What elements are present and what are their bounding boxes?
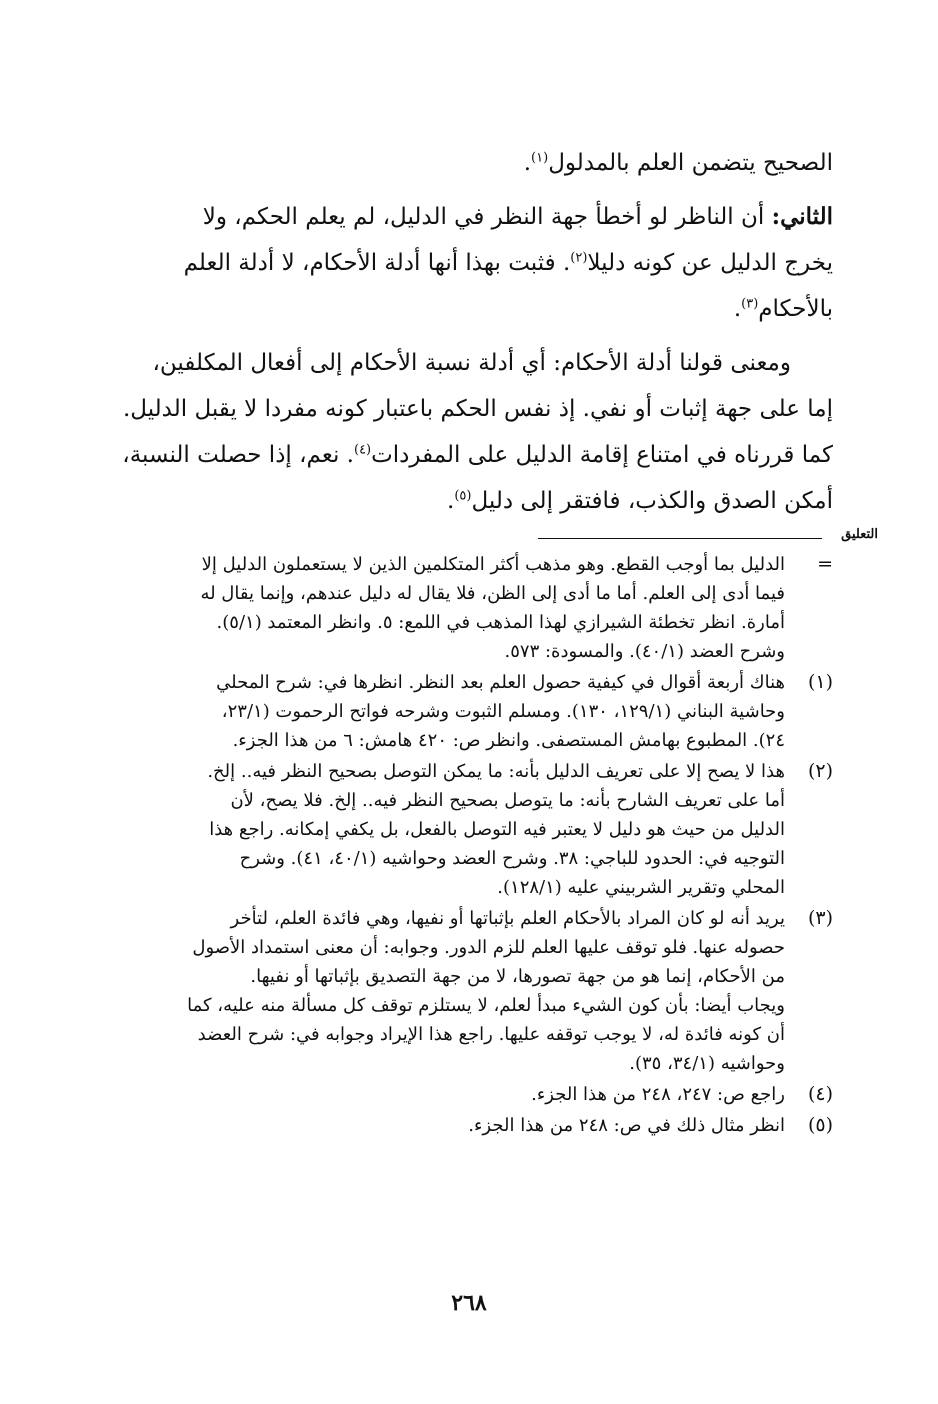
footnote-line: المحلي وتقرير الشربيني عليه (١٢٨/١).	[497, 877, 785, 898]
footnote-line: وشرح العضد (٤٠/١). والمسودة: ٥٧٣.	[504, 641, 785, 662]
footnote-line: وحاشية البناني (١٢٩/١، ١٣٠). ومسلم الثبوت وشرحه فواتح الرحموت (٢٣/١،	[221, 701, 785, 722]
footnote-line: أن كونه فائدة له، لا يوجب توقفه عليها. راجع هذا الإيراد وجوابه في: شرح العضد	[197, 1024, 785, 1045]
footnotes	[115, 550, 833, 1142]
footnote-ref: (٣)	[741, 296, 759, 312]
footnote	[115, 904, 833, 1078]
text-line: الصحيح يتضمن العلم بالمدلول$^{(١)}$.	[523, 150, 833, 176]
footnote-number: (٣)	[807, 907, 833, 929]
footnote-line: ويجاب أيضا: بأن كون الشيء مبدأ لعلم، لا يستلزم توقف كل مسألة منه عليه، كما	[187, 995, 785, 1016]
footnote-number: (١)	[807, 671, 833, 693]
footnote-line: وحواشيه (٣٤/١، ٣٥).	[629, 1053, 785, 1074]
text-line: يخرج الدليل عن كونه دليلا$^{(٢)}$. فثبت بهذا أنها أدلة الأحكام، لا أدلة العلم	[183, 250, 833, 276]
footnote-separator	[538, 538, 822, 539]
footnote-text	[115, 904, 785, 1078]
footnote	[115, 550, 833, 666]
footnote-line: أمارة. انظر تخطئة الشيرازي لهذا المذهب في اللمع: ٥. وانظر المعتمد (٥/١).	[216, 612, 785, 633]
footnote-line: حصوله عنها. فلو توقف عليها العلم للزم الدور. وجوابه: أن معنى استمداد الأصول	[192, 937, 785, 958]
footnote	[115, 668, 833, 755]
footnote-line: الدليل من حيث هو دليل لا يعتبر فيه التوصل بالفعل، بل يكفي إمكانه. راجع هذا	[209, 819, 785, 840]
footnote-line: أما على تعريف الشارح بأنه: ما يتوصل بصحيح النظر فيه.. إلخ. فلا يصح، لأن	[230, 790, 785, 811]
footnote-number: (٥)	[807, 1114, 833, 1136]
paragraph-lead: الثاني:	[771, 203, 833, 230]
footnote-ref: (٥)	[454, 488, 472, 504]
footnote-line: الدليل بما أوجب القطع. وهو مذهب أكثر المتكلمين الذين لا يستعملون الدليل إلا	[201, 554, 785, 575]
footnote-text	[115, 757, 785, 902]
commentary-label: التعليق	[841, 527, 878, 542]
footnote-line: التوجيه في: الحدود للباجي: ٣٨. وشرح العضد وحواشيه (٤٠/١، ٤١). وشرح	[239, 848, 785, 869]
footnote-ref: (١)	[531, 150, 549, 166]
text-line: أمكن الصدق والكذب، فافتقر إلى دليل$^{(٥)}$.	[447, 488, 833, 514]
footnote-line: راجع ص: ٢٤٧، ٢٤٨ من هذا الجزء.	[531, 1084, 785, 1105]
page-number: ٢٦٨	[451, 1290, 487, 1316]
text-line: كما قررناه في امتناع إقامة الدليل على المفردات$^{(٤)}$. نعم، إذا حصلت النسبة،	[122, 442, 833, 468]
paragraph	[118, 194, 833, 332]
text-line: الثاني: أن الناظر لو أخطأ جهة النظر في الدليل، لم يعلم الحكم، ولا	[202, 203, 833, 230]
footnote	[115, 1111, 833, 1140]
footnote-line: يريد أنه لو كان المراد بالأحكام العلم بإثباتها أو نفيها، وهي فائدة العلم، لتأخر	[230, 908, 785, 929]
footnote-line: هناك أربعة أقوال في كيفية حصول العلم بعد النظر. انظرها في: شرح المحلي	[216, 672, 785, 693]
text-line: ومعنى قولنا أدلة الأحكام: أي أدلة نسبة الأحكام إلى أفعال المكلفين،	[152, 350, 791, 376]
text-line: بالأحكام$^{(٣)}$.	[733, 296, 833, 322]
footnote-text	[115, 1080, 785, 1109]
footnote	[115, 1080, 833, 1109]
text-line: إما على جهة إثبات أو نفي. إذ نفس الحكم باعتبار كونه مفردا لا يقبل الدليل.	[122, 396, 833, 422]
footnote-text	[115, 668, 785, 755]
paragraph	[118, 340, 833, 524]
footnote-number: =	[817, 553, 833, 575]
main-text	[118, 140, 833, 532]
footnote-ref: (٤)	[353, 442, 372, 458]
footnote-number: (٢)	[807, 760, 833, 782]
footnote-text	[115, 1111, 785, 1140]
footnote	[115, 757, 833, 902]
footnote-line: فيما أدى إلى العلم. أما ما أدى إلى الظن، فلا يقال له دليل عندهم، وإنما يقال له	[200, 583, 785, 604]
footnote-ref: (٢)	[570, 250, 588, 266]
paragraph	[118, 140, 833, 186]
footnote-line: هذا لا يصح إلا على تعريف الدليل بأنه: ما يمكن التوصل بصحيح النظر فيه.. إلخ.	[207, 761, 785, 782]
footnote-line: من الأحكام، إنما هو من جهة تصورها، لا من جهة التصديق بإثباتها أو نفيها.	[250, 966, 785, 987]
footnote-text	[115, 550, 785, 666]
footnote-line: ٢٤). المطبوع بهامش المستصفى. وانظر ص: ٤٢٠ هامش: ٦ من هذا الجزء.	[232, 730, 785, 751]
footnote-line: انظر مثال ذلك في ص: ٢٤٨ من هذا الجزء.	[468, 1115, 785, 1136]
footnote-number: (٤)	[807, 1083, 833, 1105]
